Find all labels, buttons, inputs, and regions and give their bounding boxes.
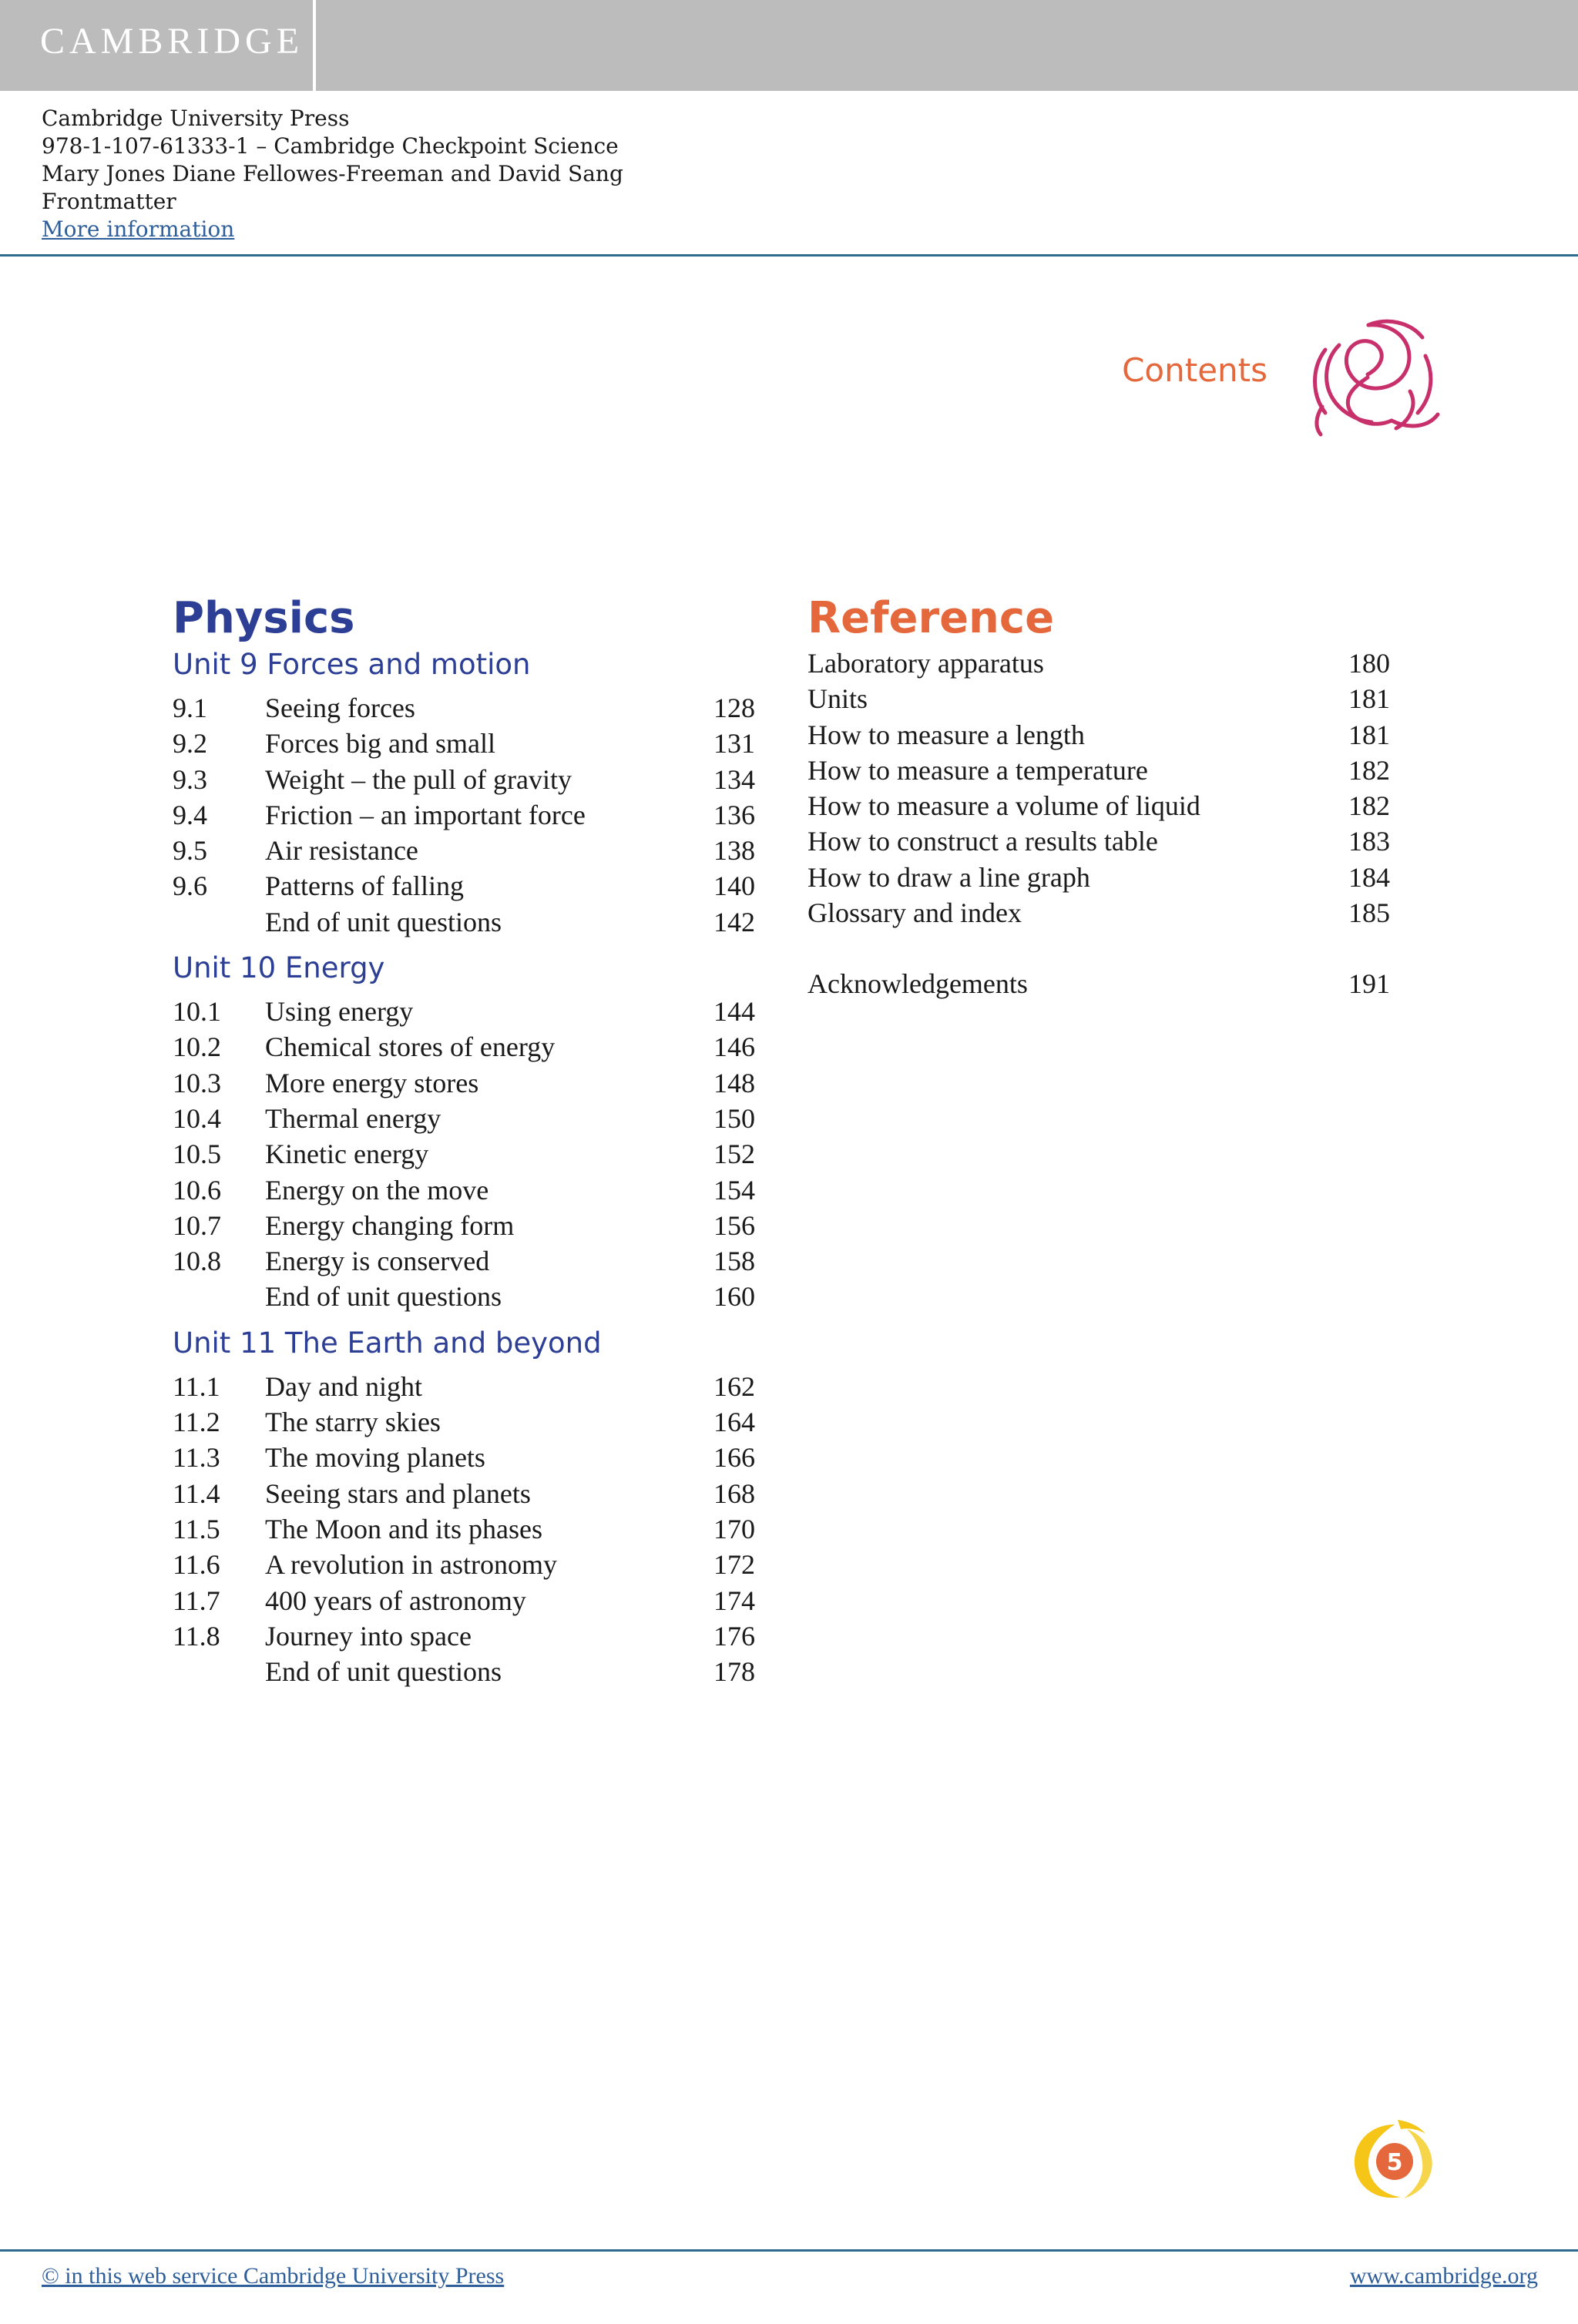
header-bar xyxy=(0,0,1578,91)
reference-column xyxy=(807,592,1390,1002)
toc-title: The Moon and its phases xyxy=(265,1513,542,1544)
toc-row[interactable] xyxy=(173,1101,755,1136)
toc-number: 9.3 xyxy=(173,763,207,795)
toc-number: 10.7 xyxy=(173,1209,221,1241)
toc-number: 11.2 xyxy=(173,1407,220,1438)
toc-title: The starry skies xyxy=(265,1407,441,1438)
toc-title: Patterns of falling xyxy=(265,870,464,902)
toc-title: A revolution in astronomy xyxy=(265,1549,557,1581)
toc-title: How to measure a volume of liquid xyxy=(807,790,1200,822)
toc-row[interactable] xyxy=(173,690,755,726)
toc-row[interactable] xyxy=(807,788,1390,823)
toc-row[interactable] xyxy=(173,1440,755,1475)
toc-page: 150 xyxy=(713,1102,755,1134)
toc-row[interactable] xyxy=(173,1654,755,1689)
toc-title: Thermal energy xyxy=(265,1102,442,1134)
toc-row[interactable] xyxy=(173,1208,755,1243)
toc-row[interactable] xyxy=(173,1172,755,1208)
sun-swirl-icon xyxy=(1347,2118,1439,2203)
toc-title: Energy changing form xyxy=(265,1209,515,1241)
toc-title: Seeing forces xyxy=(265,693,415,723)
toc-page: 134 xyxy=(713,763,755,795)
toc-page: 176 xyxy=(713,1620,755,1652)
more-information-link[interactable]: More information xyxy=(42,216,235,242)
toc-title: Forces big and small xyxy=(265,728,495,760)
unit-10-title: Unit 10 Energy xyxy=(173,951,385,985)
toc-title: Laboratory apparatus xyxy=(807,648,1044,679)
toc-title: How to measure a length xyxy=(807,719,1085,750)
toc-title: Units xyxy=(807,683,868,715)
reference-heading: Reference xyxy=(807,593,1055,643)
toc-row[interactable] xyxy=(173,1583,755,1618)
toc-page: 142 xyxy=(713,906,755,937)
toc-row[interactable] xyxy=(173,1511,755,1547)
toc-title: Energy on the move xyxy=(265,1174,489,1206)
logo-cell xyxy=(0,0,316,91)
toc-page: 156 xyxy=(713,1209,755,1241)
toc-row[interactable] xyxy=(173,833,755,868)
toc-title: Using energy xyxy=(265,996,414,1028)
toc-page: 181 xyxy=(1348,719,1390,750)
toc-row[interactable] xyxy=(807,860,1390,895)
toc-page: 152 xyxy=(713,1139,755,1170)
footer-divider xyxy=(0,2249,1578,2252)
toc-row[interactable] xyxy=(173,1476,755,1511)
toc-number: 10.1 xyxy=(173,996,221,1028)
toc-number: 11.6 xyxy=(173,1549,220,1581)
publisher: Cambridge University Press xyxy=(42,106,350,131)
toc-number: 9.2 xyxy=(173,728,207,760)
toc-title: Seeing stars and planets xyxy=(265,1477,531,1509)
toc-row[interactable] xyxy=(173,1369,755,1404)
toc-title: Friction – an important force xyxy=(265,799,586,830)
toc-title: Air resistance xyxy=(265,835,418,867)
toc-row[interactable] xyxy=(173,1279,755,1314)
toc-number: 10.8 xyxy=(173,1246,221,1277)
toc-number: 9.4 xyxy=(173,799,207,830)
book-metadata xyxy=(42,105,623,243)
header-divider xyxy=(0,254,1578,257)
toc-page: 170 xyxy=(713,1513,755,1544)
toc-number: 9.1 xyxy=(173,693,207,723)
toc-page: 148 xyxy=(713,1067,755,1098)
toc-page: 140 xyxy=(713,870,755,902)
physics-heading: Physics xyxy=(173,593,355,643)
toc-title: The moving planets xyxy=(265,1442,485,1474)
toc-number: 9.6 xyxy=(173,870,207,902)
unit-11-title: Unit 11 The Earth and beyond xyxy=(173,1326,602,1360)
toc-page: 182 xyxy=(1348,754,1390,786)
toc-row[interactable] xyxy=(173,762,755,797)
toc-page: 144 xyxy=(713,996,755,1028)
toc-row[interactable] xyxy=(807,895,1390,931)
toc-row-acknowledgements[interactable] xyxy=(807,966,1390,1001)
toc-row[interactable] xyxy=(173,1243,755,1279)
toc-title: Day and night xyxy=(265,1370,422,1402)
toc-number: 11.1 xyxy=(173,1370,220,1402)
toc-title: Chemical stores of energy xyxy=(265,1031,556,1063)
isbn-title: 978-1-107-61333-1 – Cambridge Checkpoint Science xyxy=(42,133,619,159)
toc-number: 10.4 xyxy=(173,1102,221,1134)
toc-title: Acknowledgements xyxy=(807,968,1028,1000)
toc-page: 168 xyxy=(713,1477,755,1509)
toc-number: 10.6 xyxy=(173,1174,221,1206)
page-number: 5 xyxy=(1386,2149,1403,2176)
toc-row[interactable] xyxy=(173,726,755,761)
toc-title: Kinetic energy xyxy=(265,1139,429,1170)
contents-heading: Contents xyxy=(1122,351,1267,389)
toc-title: Journey into space xyxy=(265,1620,472,1652)
toc-number: 10.2 xyxy=(173,1031,221,1063)
toc-page: 128 xyxy=(713,693,755,723)
toc-page: 181 xyxy=(1348,683,1390,715)
toc-title: End of unit questions xyxy=(265,1656,502,1688)
cambridge-logo: CAMBRIDGE xyxy=(40,21,304,62)
toc-row[interactable] xyxy=(173,1547,755,1582)
authors: Mary Jones Diane Fellowes-Freeman and David Sang xyxy=(42,161,623,186)
toc-page: 166 xyxy=(713,1442,755,1474)
toc-title: Glossary and index xyxy=(807,897,1022,929)
toc-page: 136 xyxy=(713,799,755,830)
toc-page: 131 xyxy=(713,728,755,760)
toc-row[interactable] xyxy=(173,994,755,1029)
toc-title: How to construct a results table xyxy=(807,826,1158,857)
toc-number: 9.5 xyxy=(173,835,207,867)
toc-row[interactable] xyxy=(173,1136,755,1172)
section-name: Frontmatter xyxy=(42,189,176,214)
toc-title: How to draw a line graph xyxy=(807,861,1090,893)
toc-row[interactable] xyxy=(173,1029,755,1065)
toc-row[interactable] xyxy=(807,823,1390,859)
toc-number: 10.5 xyxy=(173,1139,221,1170)
toc-page: 162 xyxy=(713,1370,755,1402)
toc-page: 154 xyxy=(713,1174,755,1206)
toc-title: More energy stores xyxy=(265,1067,479,1098)
toc-page: 184 xyxy=(1348,861,1390,893)
toc-number: 11.7 xyxy=(173,1585,220,1616)
toc-title: How to measure a temperature xyxy=(807,754,1148,786)
toc-page: 164 xyxy=(713,1407,755,1438)
toc-page: 174 xyxy=(713,1585,755,1616)
toc-row[interactable] xyxy=(173,1065,755,1101)
toc-page: 138 xyxy=(713,835,755,867)
website-link[interactable]: www.cambridge.org xyxy=(1349,2263,1538,2289)
toc-page: 185 xyxy=(1348,897,1390,929)
toc-row[interactable] xyxy=(173,1618,755,1654)
toc-title: Weight – the pull of gravity xyxy=(265,763,572,795)
toc-page: 160 xyxy=(713,1281,755,1313)
toc-number: 11.4 xyxy=(173,1477,220,1509)
toc-page: 158 xyxy=(713,1246,755,1277)
toc-row[interactable] xyxy=(173,1404,755,1440)
toc-row[interactable] xyxy=(807,753,1390,788)
toc-page: 180 xyxy=(1348,648,1390,679)
toc-row[interactable] xyxy=(807,646,1390,681)
toc-row[interactable] xyxy=(173,904,755,940)
toc-page: 183 xyxy=(1348,826,1390,857)
physics-column xyxy=(173,592,755,1689)
swirl-icon xyxy=(1294,314,1441,438)
toc-title: 400 years of astronomy xyxy=(265,1585,526,1616)
spacer xyxy=(807,931,1390,966)
toc-page: 146 xyxy=(713,1031,755,1063)
toc-row[interactable] xyxy=(173,797,755,833)
toc-page: 182 xyxy=(1348,790,1390,822)
toc-row[interactable] xyxy=(807,681,1390,716)
toc-row[interactable] xyxy=(807,717,1390,753)
toc-number: 11.3 xyxy=(173,1442,220,1474)
toc-title: End of unit questions xyxy=(265,1281,502,1313)
copyright-link[interactable]: © in this web service Cambridge University Press xyxy=(42,2263,505,2289)
toc-page: 178 xyxy=(713,1656,755,1688)
toc-row[interactable] xyxy=(173,868,755,904)
toc-number: 11.8 xyxy=(173,1620,220,1652)
toc-title: End of unit questions xyxy=(265,906,502,937)
toc-page: 172 xyxy=(713,1549,755,1581)
toc-number: 10.3 xyxy=(173,1067,221,1098)
toc-number: 11.5 xyxy=(173,1513,220,1544)
toc-page: 191 xyxy=(1348,968,1390,1000)
unit-9-title: Unit 9 Forces and motion xyxy=(173,648,531,681)
toc-title: Energy is conserved xyxy=(265,1246,490,1277)
